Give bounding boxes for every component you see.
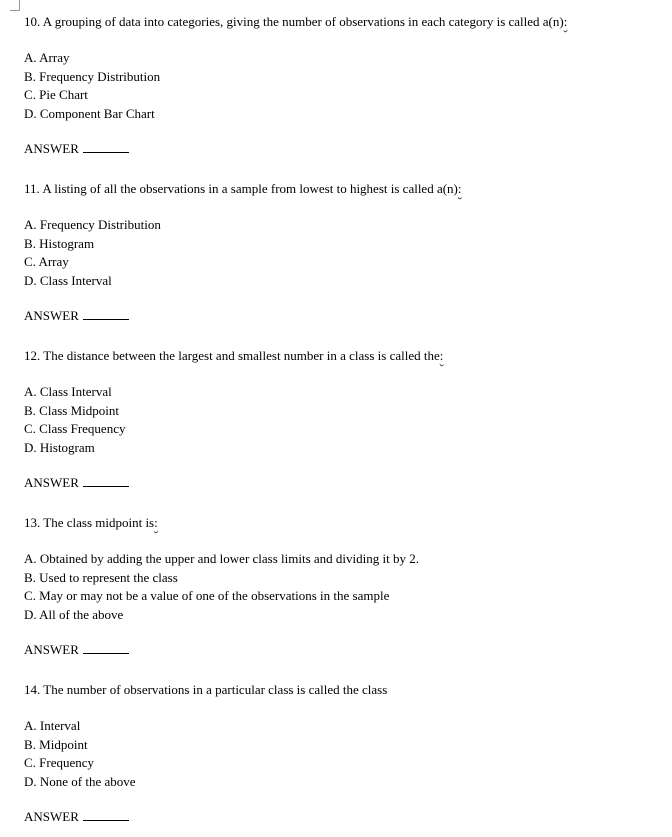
answer-blank[interactable] [83, 476, 129, 487]
question-punctuation: : [457, 181, 462, 196]
question-number: 13. [24, 515, 41, 530]
answer-line [24, 141, 129, 157]
question-body: The distance between the largest and smallest number in a class is called the [43, 348, 440, 363]
option-b: B. Histogram [24, 235, 95, 251]
option-a: A. Frequency Distribution [24, 217, 161, 232]
option-list [24, 550, 419, 624]
answer-line [24, 475, 129, 491]
option-list [24, 49, 160, 123]
answer-line [24, 809, 129, 825]
question-body: The number of observations in a particular class is called the class [43, 682, 388, 697]
option-d: D. Class Interval [24, 272, 112, 288]
answer-blank[interactable] [83, 810, 129, 821]
question-text [24, 14, 567, 30]
answer-blank[interactable] [83, 142, 129, 153]
option-a: A. Array [24, 50, 70, 65]
option-a: A. Class Interval [24, 384, 112, 399]
question-body: A listing of all the observations in a sample from lowest to highest is called a(n) [42, 181, 458, 196]
question-text [24, 682, 387, 698]
option-d: D. Histogram [24, 439, 95, 455]
question-number: 11. [24, 181, 40, 196]
answer-label: ANSWER [24, 475, 79, 490]
answer-line [24, 642, 129, 658]
question-text [24, 515, 158, 531]
option-b: B. Class Midpoint [24, 402, 119, 418]
option-d: D. All of the above [24, 606, 124, 622]
answer-label: ANSWER [24, 308, 79, 323]
option-c: C. Pie Chart [24, 87, 88, 102]
answer-blank[interactable] [83, 309, 129, 320]
option-list [24, 383, 125, 457]
option-a: A. Obtained by adding the upper and lower class limits and dividing it by 2. [24, 551, 419, 566]
answer-blank[interactable] [83, 643, 129, 654]
question-number: 12. [24, 348, 41, 363]
option-c: C. May or may not be a value of one of the observations in the sample [24, 588, 390, 603]
option-list [24, 216, 161, 290]
answer-line [24, 308, 129, 324]
question-punctuation: : [563, 14, 568, 29]
option-d: D. None of the above [24, 773, 136, 789]
answer-label: ANSWER [24, 642, 79, 657]
question-punctuation: : [154, 515, 158, 530]
option-c: C. Frequency [24, 755, 95, 770]
option-c: C. Class Frequency [24, 421, 126, 436]
option-list [24, 717, 136, 791]
crop-mark-horizontal [10, 10, 20, 11]
option-b: B. Midpoint [24, 736, 88, 752]
answer-label: ANSWER [24, 141, 79, 156]
option-b: B. Frequency Distribution [24, 68, 161, 84]
option-a: A. Interval [24, 718, 81, 733]
option-d: D. Component Bar Chart [24, 105, 155, 121]
option-c: C. Array [24, 254, 69, 269]
question-body: The class midpoint is [43, 515, 155, 530]
question-body: A grouping of data into categories, giving the number of observations in each category is called a(n) [42, 14, 564, 29]
question-punctuation: : [439, 348, 444, 363]
question-text [24, 181, 462, 197]
question-text [24, 348, 443, 364]
question-number: 10. [24, 14, 41, 29]
crop-mark-vertical [19, 0, 20, 10]
question-number: 14. [24, 682, 41, 697]
answer-label: ANSWER [24, 809, 79, 824]
option-b: B. Used to represent the class [24, 569, 178, 585]
